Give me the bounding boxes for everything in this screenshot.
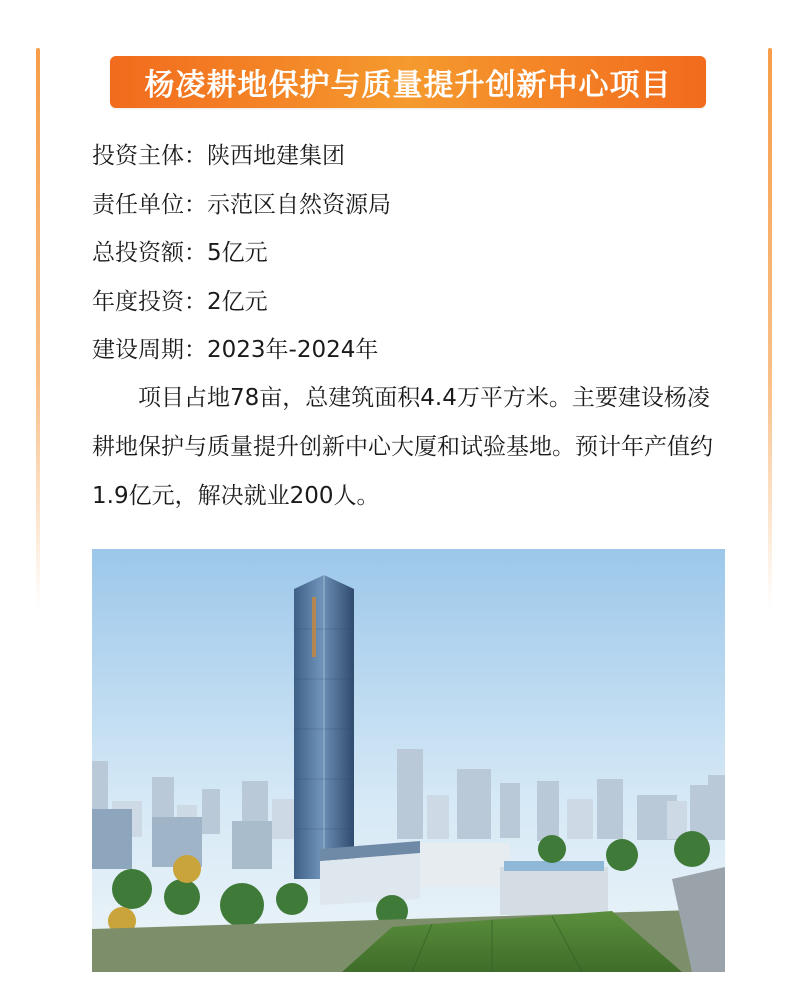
info-label: 投资主体： xyxy=(92,143,207,169)
info-label: 责任单位： xyxy=(92,191,207,218)
info-row-investor xyxy=(92,132,732,181)
building-rendering-image xyxy=(92,549,725,972)
info-row-annual-investment xyxy=(92,278,732,327)
project-info-list xyxy=(92,132,732,375)
info-label: 总投资额： xyxy=(92,240,207,266)
info-row-construction-period xyxy=(92,326,732,375)
info-label: 建设周期： xyxy=(92,337,207,363)
info-label: 年度投资： xyxy=(92,288,207,315)
info-value: 2023年-2024年 xyxy=(207,337,379,363)
right-edge-decoration xyxy=(768,48,772,608)
info-value: 示范区自然资源局 xyxy=(207,191,391,218)
info-value: 2亿元 xyxy=(207,288,268,315)
info-value: 陕西地建集团 xyxy=(207,143,345,169)
info-value: 5亿元 xyxy=(207,240,268,266)
project-description: 项目占地78亩，总建筑面积4.4万平方米。主要建设杨凌耕地保护与质量提升创新中心大厦和试验基地。预计年产值约1.9亿元，解决就业200人。 xyxy=(92,385,713,509)
left-edge-decoration xyxy=(36,48,40,608)
page-title: 杨凌耕地保护与质量提升创新中心项目 xyxy=(144,68,672,103)
title-banner xyxy=(110,56,706,108)
info-row-responsible-unit xyxy=(92,181,732,230)
info-row-total-investment xyxy=(92,229,732,278)
